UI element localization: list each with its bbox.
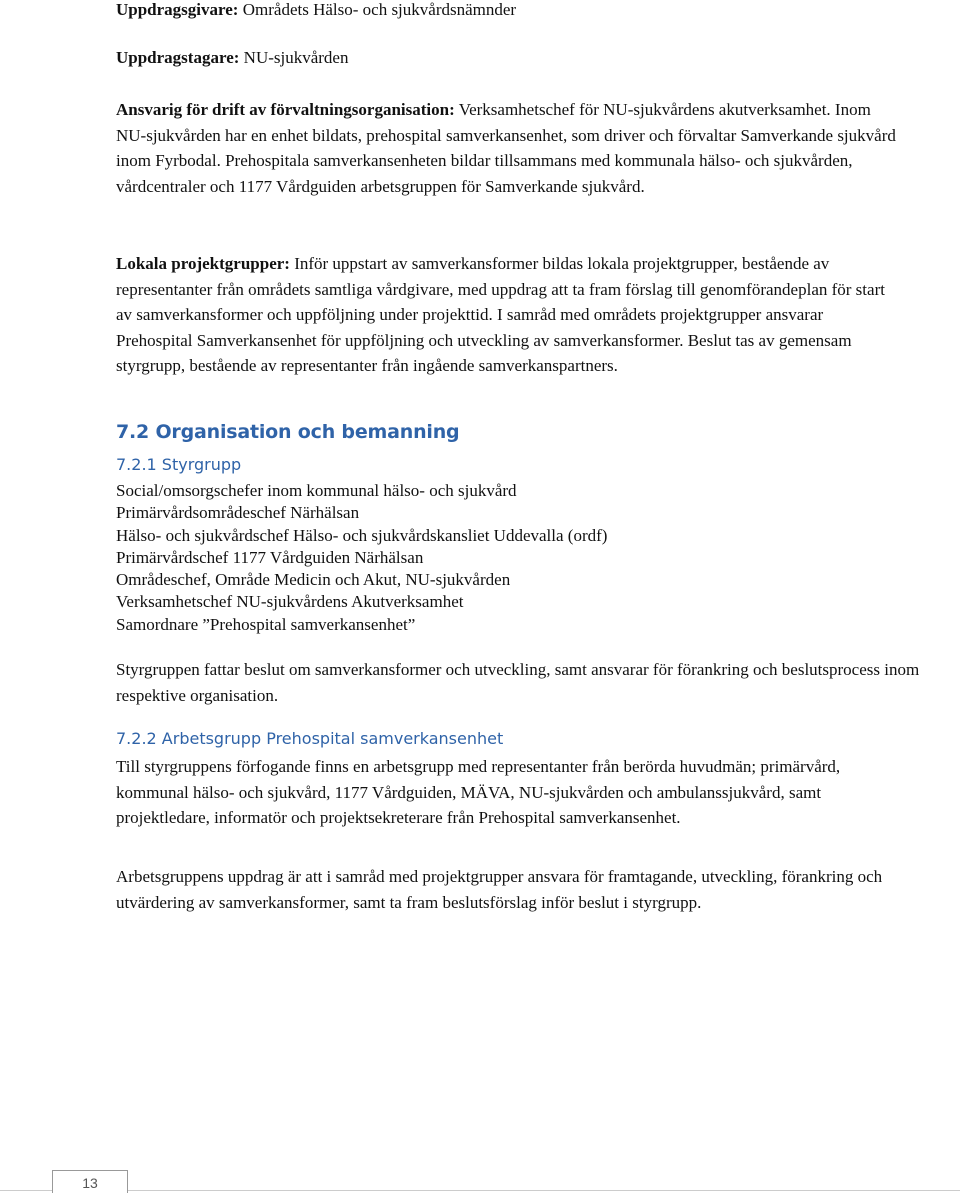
section-heading: 7.2 Organisation och bemanning — [116, 421, 460, 443]
page-number: 13 — [52, 1170, 128, 1193]
list-item: Primärvårdsområdeschef Närhälsan — [116, 503, 360, 523]
list-item: Verksamhetschef NU-sjukvårdens Akutverksamhet — [116, 592, 464, 612]
list-item: Samordnare ”Prehospital samverkansenhet” — [116, 614, 416, 634]
list-item: Hälso- och sjukvårdschef Hälso- och sjukvårdskansliet Uddevalla (ordf) — [116, 525, 608, 545]
lokala-label: Lokala projektgrupper: — [116, 254, 290, 273]
arbetsgrupp-heading: 7.2.2 Arbetsgrupp Prehospital samverkansenhet — [116, 729, 504, 748]
arbetsgrupp-paragraph-2: Arbetsgruppens uppdrag är att i samråd med projektgrupper ansvara för framtagande, utveckling, förankring och utvärdering av samverkansformer, samt ta fram beslutsförslag inför beslut i styrgrupp. — [116, 867, 883, 912]
uppdragstagare-paragraph — [116, 45, 926, 71]
uppdragsgivare-label: Uppdragsgivare: — [116, 0, 239, 19]
footer-divider — [0, 1190, 960, 1191]
styrgrupp-member-list — [116, 480, 926, 636]
styrgrupp-heading: 7.2.1 Styrgrupp — [116, 455, 242, 474]
ansvarig-paragraph — [116, 97, 896, 199]
ansvarig-label: Ansvarig för drift av förvaltningsorganisation: — [116, 100, 455, 119]
uppdragsgivare-paragraph — [116, 0, 926, 23]
styrgrupp-description: Styrgruppen fattar beslut om samverkansformer och utveckling, samt ansvarar för förankring och beslutsprocess inom respektive organisation. — [116, 660, 920, 705]
arbetsgrupp-paragraph-1: Till styrgruppens förfogande finns en arbetsgrupp med representanter från berörda huvudmän; primärvård, kommunal hälso- och sjukvård, 1177 Vårdguiden, MÄVA, NU-sjukvården och ambulanssjukvård, samt projektledare, informatör och projektsekreterare från Prehospital samverkansenhet. — [116, 757, 841, 827]
ansvarig-text: Verksamhetschef för NU-sjukvårdens akutverksamhet. Inom NU-sjukvården har en enhet bildats, prehospital samverkansenhet, som driver och förvaltar Samverkande sjukvård inom Fyrbodal. Prehospitala samverkansenheten bildar tillsammans med kommunala hälso- och sjukvården, vårdcentraler och 1177 Vårdguiden arbetsgruppen för Samverkande sjukvård. — [116, 100, 896, 196]
lokala-paragraph — [116, 251, 886, 379]
uppdragsgivare-text: Områdets Hälso- och sjukvårdsnämnder — [238, 0, 517, 19]
list-item: Områdeschef, Område Medicin och Akut, NU-sjukvården — [116, 570, 511, 590]
uppdragstagare-text: NU-sjukvården — [239, 48, 349, 67]
lokala-text: Inför uppstart av samverkansformer bildas lokala projektgrupper, bestående av representanter från områdets samtliga vårdgivare, med uppdrag att ta fram förslag till genomförandeplan för start av samverkansformer och uppföljning under projekttid. I samråd med områdets projektgrupper ansvarar Prehospital Samverkansenhet för uppföljning och utveckling av samverkansformer. Beslut tas av gemensam styrgrupp, bestående av representanter från ingående samverkanspartners. — [116, 254, 885, 375]
list-item: Social/omsorgschefer inom kommunal hälso- och sjukvård — [116, 481, 517, 500]
uppdragstagare-label: Uppdragstagare: — [116, 48, 240, 67]
list-item: Primärvårdschef 1177 Vårdguiden Närhälsan — [116, 547, 424, 567]
